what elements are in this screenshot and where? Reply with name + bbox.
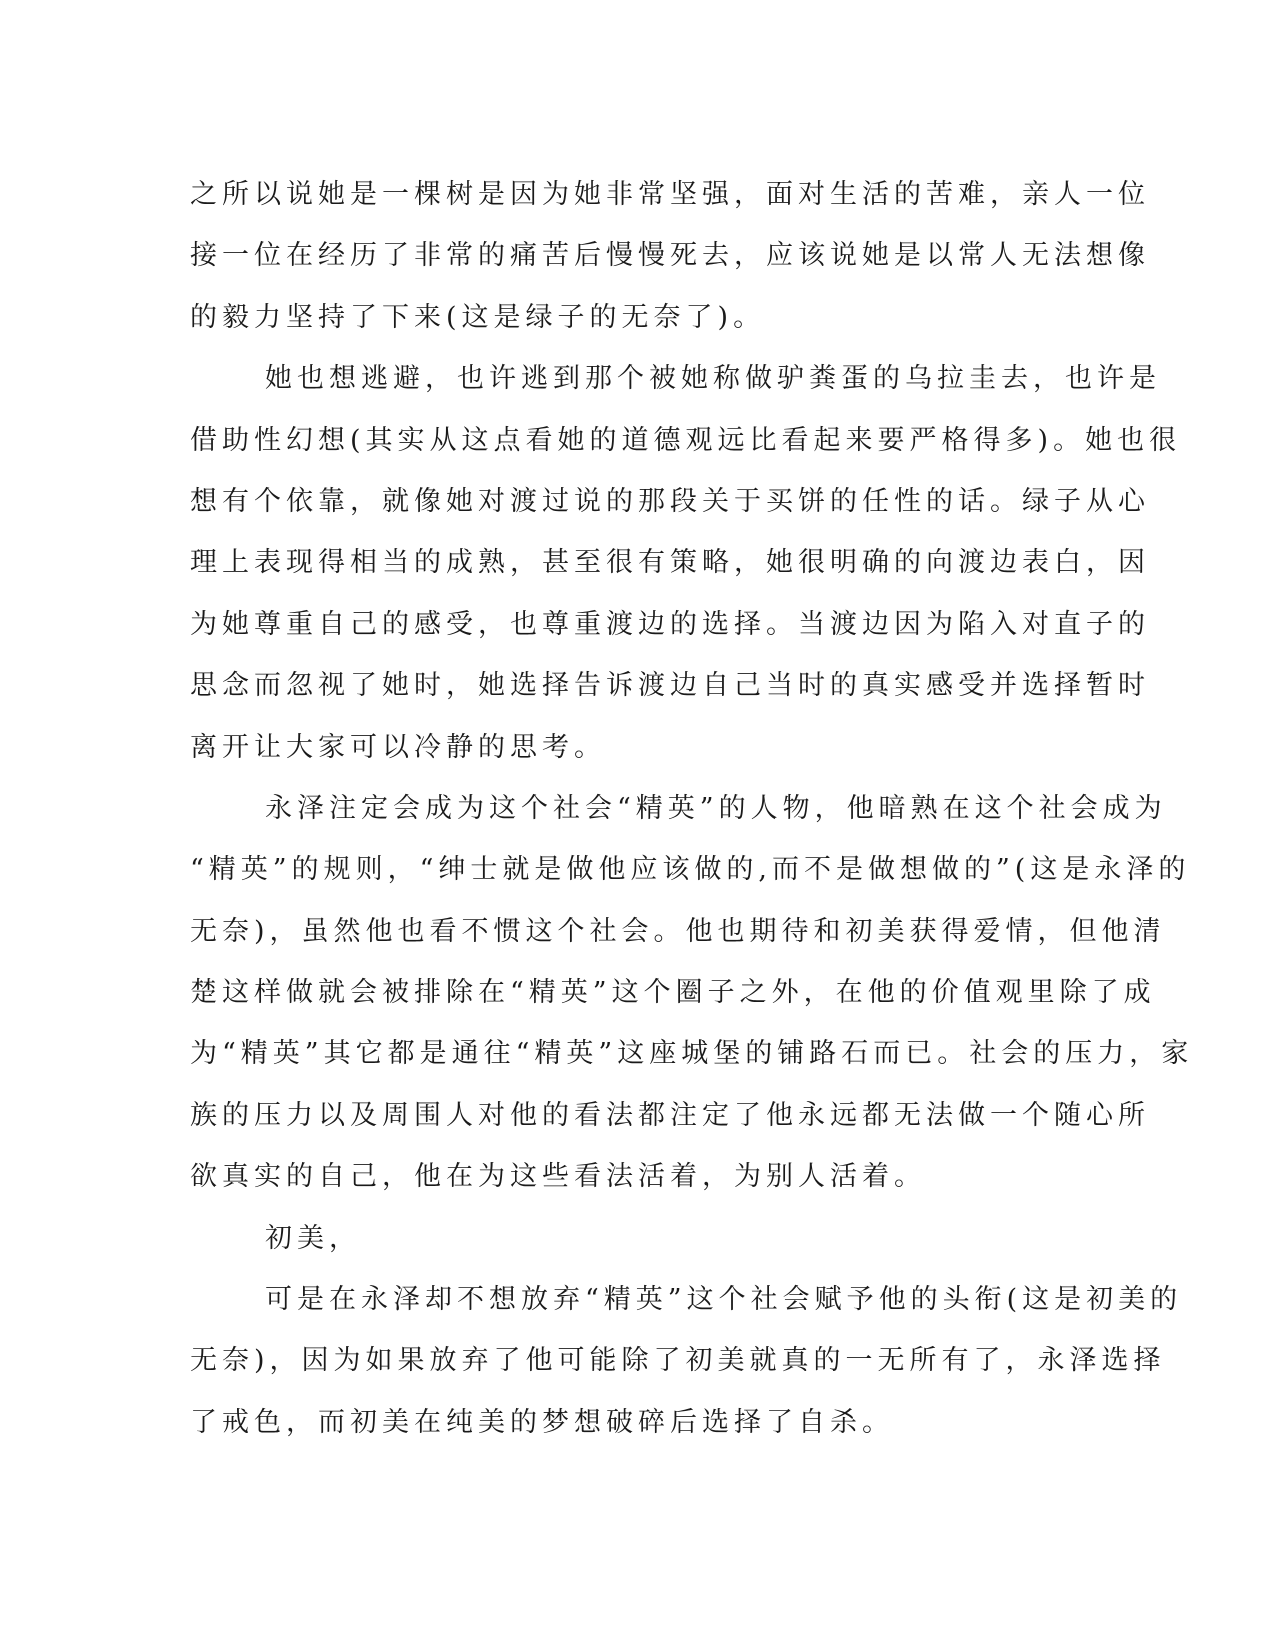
paragraph-nagasawa [190, 778, 1194, 1208]
text-line: 可是在永泽却不想放弃“精英”这个社会赋予他的头衔(这是初美的 [265, 1284, 1183, 1316]
body-text [190, 164, 1194, 1453]
paragraph-shuren [190, 164, 1150, 348]
text-line: 欲真实的自己，他在为这些看法活着，为别人活着。 [190, 1161, 926, 1193]
text-line: 接一位在经历了非常的痛苦后慢慢死去，应该说她是以常人无法想像 [190, 240, 1150, 272]
text-line: 理上表现得相当的成熟，甚至很有策略，她很明确的向渡边表白，因 [190, 547, 1150, 579]
text-line: 想有个依靠，就像她对渡过说的那段关于买饼的任性的话。绿子从心 [190, 485, 1150, 517]
text-line: 借助性幻想(其实从这点看她的道德观远比看起来要严格得多)。她也很 [190, 424, 1182, 456]
text-line: 族的压力以及周围人对他的看法都注定了他永远都无法做一个随心所 [190, 1099, 1150, 1131]
text-line: 为“精英”其它都是通往“精英”这座城堡的铺路石而已。社会的压力，家 [190, 1038, 1194, 1070]
text-line: 初美， [265, 1222, 361, 1254]
text-line: 为她尊重自己的感受，也尊重渡边的选择。当渡边因为陷入对直子的 [190, 608, 1150, 640]
text-line: 之所以说她是一棵树是因为她非常坚强，面对生活的苦难，亲人一位 [190, 179, 1150, 210]
text-line: 离开让大家可以冷静的思考。 [190, 731, 606, 763]
text-line: 了戒色，而初美在纯美的梦想破碎后选择了自杀。 [190, 1406, 894, 1438]
paragraph-hatsumi [190, 1269, 1183, 1453]
text-line: 她也想逃避，也许逃到那个被她称做驴粪蛋的乌拉圭去，也许是 [265, 363, 1161, 395]
text-line: 无奈)，因为如果放弃了他可能除了初美就真的一无所有了，永泽选择 [190, 1345, 1166, 1377]
text-line: 无奈)，虽然他也看不惯这个社会。他也期待和初美获得爱情，但他清 [190, 915, 1166, 947]
text-line: 永泽注定会成为这个社会“精英”的人物，他暗熟在这个社会成为 [265, 792, 1167, 824]
paragraph-midori [190, 348, 1182, 778]
text-line: “精英”的规则，“绅士就是做他应该做的,而不是做想做的”(这是永泽的 [190, 854, 1191, 886]
text-line: 的毅力坚持了下来(这是绿子的无奈了)。 [190, 301, 766, 333]
text-line: 思念而忽视了她时，她选择告诉渡边自己当时的真实感受并选择暂时 [190, 670, 1150, 702]
paragraph-hatsumi-heading [190, 1208, 1090, 1269]
text-line: 楚这样做就会被排除在“精英”这个圈子之外，在他的价值观里除了成 [190, 977, 1156, 1009]
